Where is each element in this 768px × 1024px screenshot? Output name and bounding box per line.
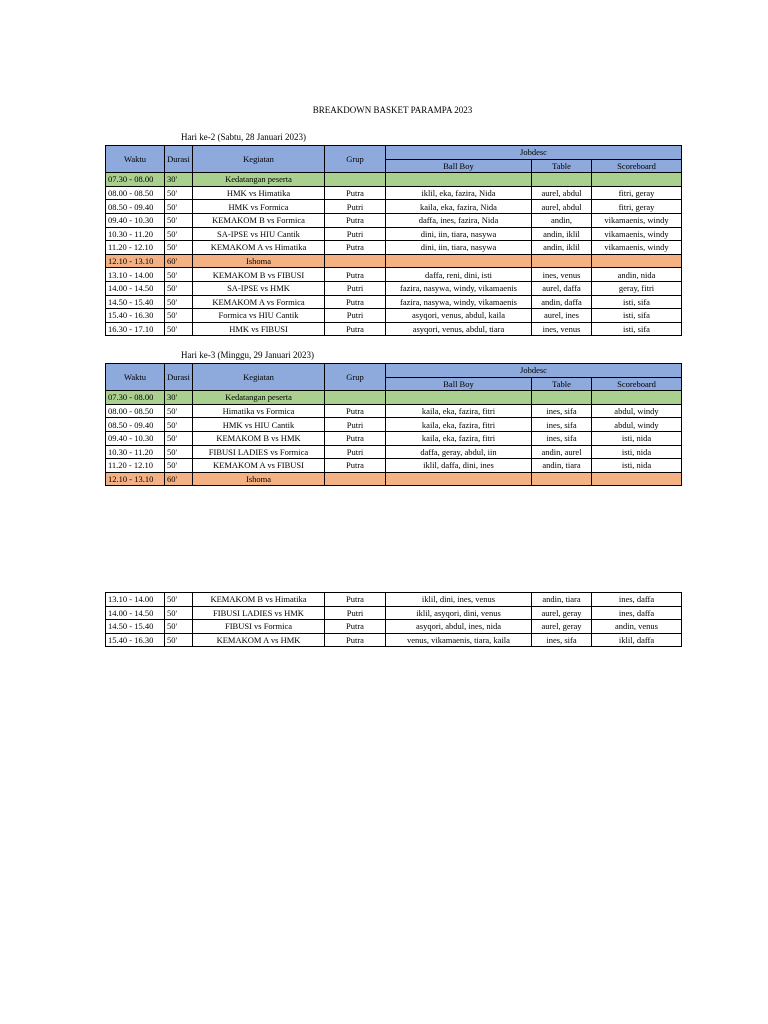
table-cell: ines, sifa [532,418,592,432]
grup-cell: Putra [325,268,386,282]
ball-boy-cell: asyqori, venus, abdul, kaila [386,309,532,323]
table-cell: andin, tiara [532,593,592,607]
grup-cell: Putri [325,445,386,459]
schedule-row [106,459,682,473]
table-cell [532,173,592,187]
waktu-cell: 09.40 - 10.30 [106,213,165,227]
scoreboard-cell: isti, sifa [592,309,682,323]
schedule-row [106,472,682,486]
schedule-row [106,633,682,647]
kegiatan-cell: Ishoma [193,254,325,268]
schedule-row [106,593,682,607]
durasi-cell: 50' [165,309,193,323]
waktu-cell: 08.50 - 09.40 [106,200,165,214]
grup-cell: Putra [325,186,386,200]
schedule-row [106,254,682,268]
durasi-cell: 50' [165,200,193,214]
waktu-cell: 08.00 - 08.50 [106,404,165,418]
scoreboard-cell: isti, nida [592,459,682,473]
schedule-row [106,295,682,309]
ball-boy-cell: kaila, eka, fazira, fitri [386,404,532,418]
scoreboard-cell: isti, nida [592,445,682,459]
scoreboard-cell [592,254,682,268]
grup-cell: Putra [325,404,386,418]
kegiatan-cell: KEMAKOM A vs Himatika [193,241,325,255]
table-cell [532,254,592,268]
ball-boy-cell: asyqori, venus, abdul, tiara [386,322,532,336]
waktu-cell: 11.20 - 12.10 [106,241,165,255]
ball-boy-cell [386,254,532,268]
page-title: BREAKDOWN BASKET PARAMPA 2023 [312,105,473,115]
header-jobdesc: Jobdesc [386,146,682,160]
ball-boy-cell [386,472,532,486]
schedule-row [106,281,682,295]
durasi-cell: 50' [165,606,193,620]
waktu-cell: 14.00 - 14.50 [106,606,165,620]
ball-boy-cell: daffa, geray, abdul, iin [386,445,532,459]
scoreboard-cell: geray, fitri [592,281,682,295]
durasi-cell: 50' [165,186,193,200]
waktu-cell: 15.40 - 16.30 [106,309,165,323]
scoreboard-cell [592,472,682,486]
ball-boy-cell: kaila, eka, fazira, fitri [386,418,532,432]
waktu-cell: 14.00 - 14.50 [106,281,165,295]
day2-title: Hari ke-2 (Sabtu, 28 Januari 2023) [181,132,306,142]
kegiatan-cell: KEMAKOM A vs HMK [193,633,325,647]
schedule-row [106,404,682,418]
scoreboard-cell: fitri, geray [592,200,682,214]
grup-cell: Putra [325,633,386,647]
kegiatan-cell: Himatika vs Formica [193,404,325,418]
kegiatan-cell: KEMAKOM A vs Formica [193,295,325,309]
kegiatan-cell: FIBUSI vs Formica [193,620,325,634]
scoreboard-cell: iklil, daffa [592,633,682,647]
durasi-cell: 50' [165,593,193,607]
table-cell [532,472,592,486]
schedule-row [106,606,682,620]
kegiatan-cell: Ishoma [193,472,325,486]
table-cell [532,391,592,405]
kegiatan-cell: Formica vs HIU Cantik [193,309,325,323]
waktu-cell: 10.30 - 11.20 [106,227,165,241]
grup-cell: Putra [325,213,386,227]
header-durasi: Durasi [165,146,193,173]
waktu-cell: 08.50 - 09.40 [106,418,165,432]
grup-cell: Putri [325,200,386,214]
table-cell: ines, sifa [532,431,592,445]
table-cell: andin, iklil [532,241,592,255]
table-cell: andin, aurel [532,445,592,459]
grup-cell [325,254,386,268]
ball-boy-cell: iklil, daffa, dini, ines [386,459,532,473]
kegiatan-cell: HMK vs Formica [193,200,325,214]
durasi-cell: 50' [165,633,193,647]
table-cell: andin, iklil [532,227,592,241]
schedule-row [106,391,682,405]
kegiatan-cell: Kedatangan peserta [193,173,325,187]
waktu-cell: 16.30 - 17.10 [106,322,165,336]
waktu-cell: 11.20 - 12.10 [106,459,165,473]
waktu-cell: 07.30 - 08.00 [106,173,165,187]
header-grup: Grup [325,364,386,391]
ball-boy-cell: asyqori, abdul, ines, nida [386,620,532,634]
kegiatan-cell: KEMAKOM B vs Formica [193,213,325,227]
ball-boy-cell: dini, iin, tiara, nasywa [386,227,532,241]
durasi-cell: 60' [165,254,193,268]
ball-boy-cell: fazira, nasywa, windy, vikamaenis [386,295,532,309]
scoreboard-cell: isti, sifa [592,295,682,309]
kegiatan-cell: HMK vs HIU Cantik [193,418,325,432]
grup-cell: Putra [325,459,386,473]
ball-boy-cell: iklil, dini, ines, venus [386,593,532,607]
grup-cell: Putri [325,281,386,295]
ball-boy-cell: venus, vikamaenis, tiara, kaila [386,633,532,647]
table-cell: ines, sifa [532,404,592,418]
grup-cell [325,472,386,486]
scoreboard-cell: fitri, geray [592,186,682,200]
durasi-cell: 50' [165,241,193,255]
waktu-cell: 07.30 - 08.00 [106,391,165,405]
table-cell: aurel, abdul [532,200,592,214]
header-kegiatan: Kegiatan [193,364,325,391]
waktu-cell: 12.10 - 13.10 [106,254,165,268]
day3-continued-table [105,592,682,647]
schedule-row [106,268,682,282]
schedule-row [106,173,682,187]
schedule-row [106,213,682,227]
ball-boy-cell: fazira, nasywa, windy, vikamaenis [386,281,532,295]
grup-cell [325,173,386,187]
durasi-cell: 50' [165,404,193,418]
schedule-row [106,200,682,214]
schedule-row [106,445,682,459]
table-cell: andin, daffa [532,295,592,309]
day3-title: Hari ke-3 (Minggu, 29 Januari 2023) [181,350,314,360]
durasi-cell: 50' [165,281,193,295]
kegiatan-cell: FIBUSI LADIES vs HMK [193,606,325,620]
durasi-cell: 30' [165,173,193,187]
header-scoreboard: Scoreboard [592,159,682,173]
header-scoreboard: Scoreboard [592,377,682,391]
kegiatan-cell: HMK vs Himatika [193,186,325,200]
kegiatan-cell: SA-IPSE vs HIU Cantik [193,227,325,241]
header-table: Table [532,159,592,173]
schedule-row [106,322,682,336]
grup-cell: Putra [325,431,386,445]
table-cell: aurel, geray [532,620,592,634]
waktu-cell: 13.10 - 14.00 [106,593,165,607]
durasi-cell: 30' [165,391,193,405]
kegiatan-cell: KEMAKOM A vs FIBUSI [193,459,325,473]
durasi-cell: 50' [165,459,193,473]
scoreboard-cell: abdul, windy [592,418,682,432]
table-cell: andin, tiara [532,459,592,473]
durasi-cell: 50' [165,418,193,432]
kegiatan-cell: HMK vs FIBUSI [193,322,325,336]
durasi-cell: 60' [165,472,193,486]
header-grup: Grup [325,146,386,173]
scoreboard-cell: ines, daffa [592,593,682,607]
table-cell: aurel, abdul [532,186,592,200]
scoreboard-cell [592,391,682,405]
day2-table [105,145,682,336]
scoreboard-cell: isti, sifa [592,322,682,336]
ball-boy-cell: daffa, reni, dini, isti [386,268,532,282]
durasi-cell: 50' [165,268,193,282]
table-cell: aurel, geray [532,606,592,620]
kegiatan-cell: KEMAKOM B vs Himatika [193,593,325,607]
grup-cell: Putri [325,227,386,241]
grup-cell: Putra [325,322,386,336]
day3-table [105,363,682,486]
grup-cell: Putri [325,606,386,620]
header-ball-boy: Ball Boy [386,377,532,391]
schedule-row [106,309,682,323]
grup-cell: Putra [325,295,386,309]
table-cell: aurel, ines [532,309,592,323]
header-table: Table [532,377,592,391]
waktu-cell: 13.10 - 14.00 [106,268,165,282]
schedule-row [106,431,682,445]
header-waktu: Waktu [106,146,165,173]
ball-boy-cell: daffa, ines, fazira, Nida [386,213,532,227]
ball-boy-cell: iklil, asyqori, dini, venus [386,606,532,620]
scoreboard-cell: vikamaenis, windy [592,227,682,241]
scoreboard-cell: andin, venus [592,620,682,634]
kegiatan-cell: Kedatangan peserta [193,391,325,405]
durasi-cell: 50' [165,227,193,241]
ball-boy-cell [386,391,532,405]
durasi-cell: 50' [165,213,193,227]
table-cell: andin, [532,213,592,227]
header-ball-boy: Ball Boy [386,159,532,173]
kegiatan-cell: FIBUSI LADIES vs Formica [193,445,325,459]
scoreboard-cell: vikamaenis, windy [592,213,682,227]
grup-cell: Putra [325,620,386,634]
table-cell: ines, venus [532,268,592,282]
waktu-cell: 09.40 - 10.30 [106,431,165,445]
kegiatan-cell: SA-IPSE vs HMK [193,281,325,295]
durasi-cell: 50' [165,620,193,634]
waktu-cell: 08.00 - 08.50 [106,186,165,200]
ball-boy-cell: dini, iin, tiara, nasywa [386,241,532,255]
schedule-row [106,186,682,200]
schedule-row [106,241,682,255]
kegiatan-cell: KEMAKOM B vs FIBUSI [193,268,325,282]
grup-cell [325,391,386,405]
ball-boy-cell [386,173,532,187]
durasi-cell: 50' [165,295,193,309]
schedule-row [106,620,682,634]
ball-boy-cell: iklil, eka, fazira, Nida [386,186,532,200]
scoreboard-cell: abdul, windy [592,404,682,418]
grup-cell: Putra [325,241,386,255]
grup-cell: Putri [325,309,386,323]
ball-boy-cell: kaila, eka, fazira, Nida [386,200,532,214]
header-jobdesc: Jobdesc [386,364,682,378]
waktu-cell: 10.30 - 11.20 [106,445,165,459]
table-cell: aurel, daffa [532,281,592,295]
grup-cell: Putri [325,418,386,432]
scoreboard-cell: isti, nida [592,431,682,445]
table-cell: ines, sifa [532,633,592,647]
waktu-cell: 15.40 - 16.30 [106,633,165,647]
scoreboard-cell: andin, nida [592,268,682,282]
table-cell: ines, venus [532,322,592,336]
waktu-cell: 14.50 - 15.40 [106,620,165,634]
durasi-cell: 50' [165,431,193,445]
waktu-cell: 12.10 - 13.10 [106,472,165,486]
durasi-cell: 50' [165,322,193,336]
durasi-cell: 50' [165,445,193,459]
grup-cell: Putra [325,593,386,607]
scoreboard-cell: ines, daffa [592,606,682,620]
ball-boy-cell: kaila, eka, fazira, fitri [386,431,532,445]
schedule-row [106,418,682,432]
scoreboard-cell [592,173,682,187]
waktu-cell: 14.50 - 15.40 [106,295,165,309]
header-durasi: Durasi [165,364,193,391]
kegiatan-cell: KEMAKOM B vs HMK [193,431,325,445]
schedule-row [106,227,682,241]
header-waktu: Waktu [106,364,165,391]
header-kegiatan: Kegiatan [193,146,325,173]
scoreboard-cell: vikamaenis, windy [592,241,682,255]
